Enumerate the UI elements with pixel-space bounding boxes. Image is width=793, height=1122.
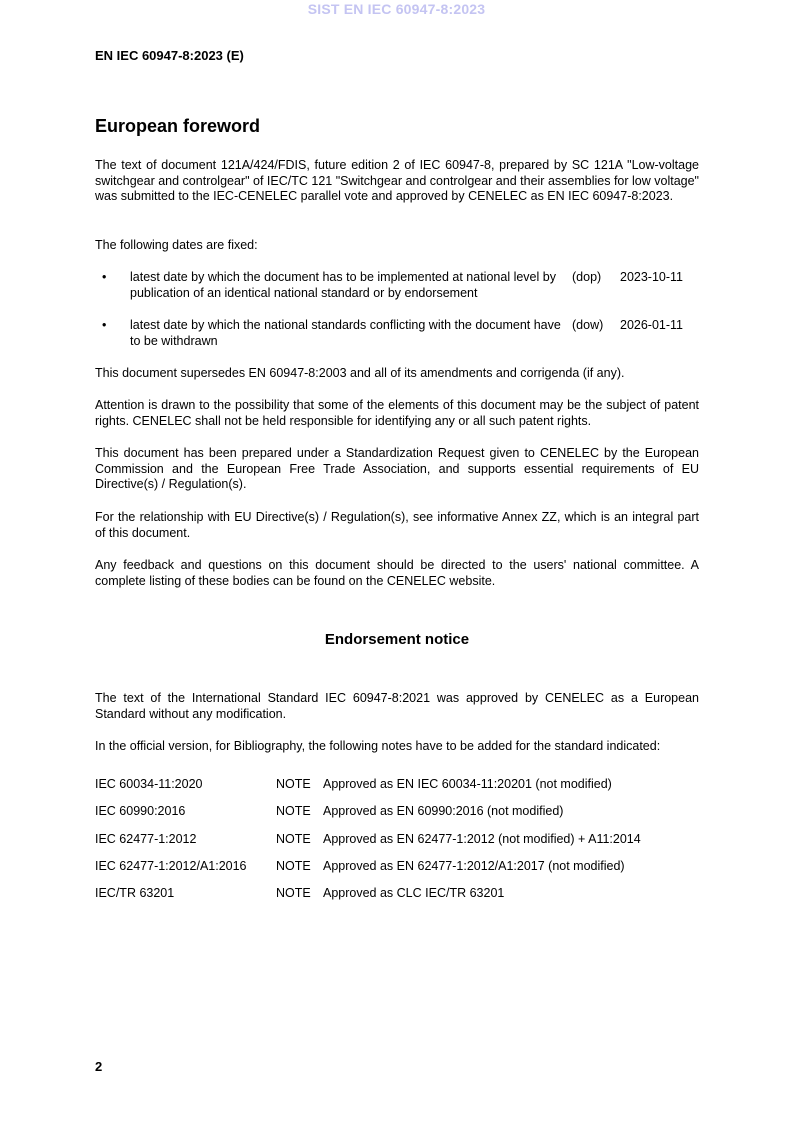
page-number: 2: [95, 1059, 103, 1074]
date-item-code: (dop): [572, 270, 602, 284]
standardization-paragraph: [95, 446, 699, 493]
patent-paragraph: [95, 398, 699, 429]
ref-standard: IEC/TR 63201: [95, 886, 175, 900]
ref-standard: IEC 62477-1:2012/A1:2016: [95, 859, 247, 873]
dates-intro-text: The following dates are fixed:: [95, 238, 258, 252]
relationship-paragraph: [95, 510, 699, 541]
ref-standard: IEC 60034-11:2020: [95, 777, 203, 791]
ref-note-label: NOTE: [276, 832, 311, 846]
ref-standard: IEC 60990:2016: [95, 804, 186, 818]
foreword-intro-paragraph: [95, 158, 699, 205]
standardization-text: This document has been prepared under a Standardization Request given to CENELEC by the European Commission and the European Free Trade Association, and supports essential requirements of EU Directive(s) / Regulation(s).: [95, 446, 699, 491]
feedback-paragraph: [95, 558, 699, 589]
ref-note-label: NOTE: [276, 886, 311, 900]
endorsement-text: The text of the International Standard IEC 60947-8:2021 was approved by CENELEC as a European Standard without any modification.: [95, 691, 699, 721]
bullet-icon: •: [102, 318, 107, 332]
dates-intro-paragraph: [95, 238, 699, 254]
patent-text: Attention is drawn to the possibility that some of the elements of this document may be the subject of patent rights. CENELEC shall not be held responsible for identifying any or all such patent rights.: [95, 398, 699, 428]
date-item-value: 2023-10-11: [620, 270, 684, 284]
ref-note-label: NOTE: [276, 804, 311, 818]
relationship-text: For the relationship with EU Directive(s) / Regulation(s), see informative Annex ZZ, which is an integral part of this document.: [95, 510, 699, 540]
foreword-title: European foreword: [95, 116, 261, 136]
ref-approval: Approved as EN 62477-1:2012/A1:2017 (not modified): [323, 859, 625, 873]
endorsement-title: Endorsement notice: [324, 631, 470, 648]
ref-approval: Approved as EN 62477-1:2012 (not modified) + A11:2014: [323, 832, 641, 846]
watermark: SIST EN IEC 60947-8:2023: [307, 1, 486, 17]
feedback-text: Any feedback and questions on this document should be directed to the users' national committee. A complete listing of these bodies can be found on the CENELEC website.: [95, 558, 699, 588]
date-item-description: latest date by which the national standards conflicting with the document have to be withdrawn: [130, 318, 561, 348]
ref-note-label: NOTE: [276, 859, 311, 873]
foreword-intro-text: The text of document 121A/424/FDIS, future edition 2 of IEC 60947-8, prepared by SC 121A "Low-voltage switchgear and controlgear" of IEC/TC 121 "Switchgear and controlgear and their assemblies for low voltage" was submitted to the IEC-CENELEC parallel vote and approved by CENELEC as EN IEC 60947-8:2023.: [95, 158, 699, 203]
bullet-icon: •: [102, 270, 107, 284]
date-item-value: 2026-01-11: [620, 318, 684, 332]
ref-approval: Approved as EN IEC 60034-11:20201 (not modified): [323, 777, 612, 791]
bibliography-intro-paragraph: [95, 739, 699, 755]
date-item-description: latest date by which the document has to be implemented at national level by publication of an identical national standard or by endorsement: [130, 270, 556, 300]
supersedes-paragraph: [95, 366, 699, 382]
document-id-header: EN IEC 60947-8:2023 (E): [95, 48, 244, 63]
ref-approval: Approved as EN 60990:2016 (not modified): [323, 804, 564, 818]
bibliography-intro-text: In the official version, for Bibliography, the following notes have to be added for the standard indicated:: [95, 739, 661, 753]
supersedes-text: This document supersedes EN 60947-8:2003 and all of its amendments and corrigenda (if any).: [95, 366, 625, 380]
ref-standard: IEC 62477-1:2012: [95, 832, 197, 846]
date-item-code: (dow): [572, 318, 604, 332]
ref-note-label: NOTE: [276, 777, 311, 791]
ref-approval: Approved as CLC IEC/TR 63201: [323, 886, 505, 900]
endorsement-paragraph: [95, 691, 699, 722]
